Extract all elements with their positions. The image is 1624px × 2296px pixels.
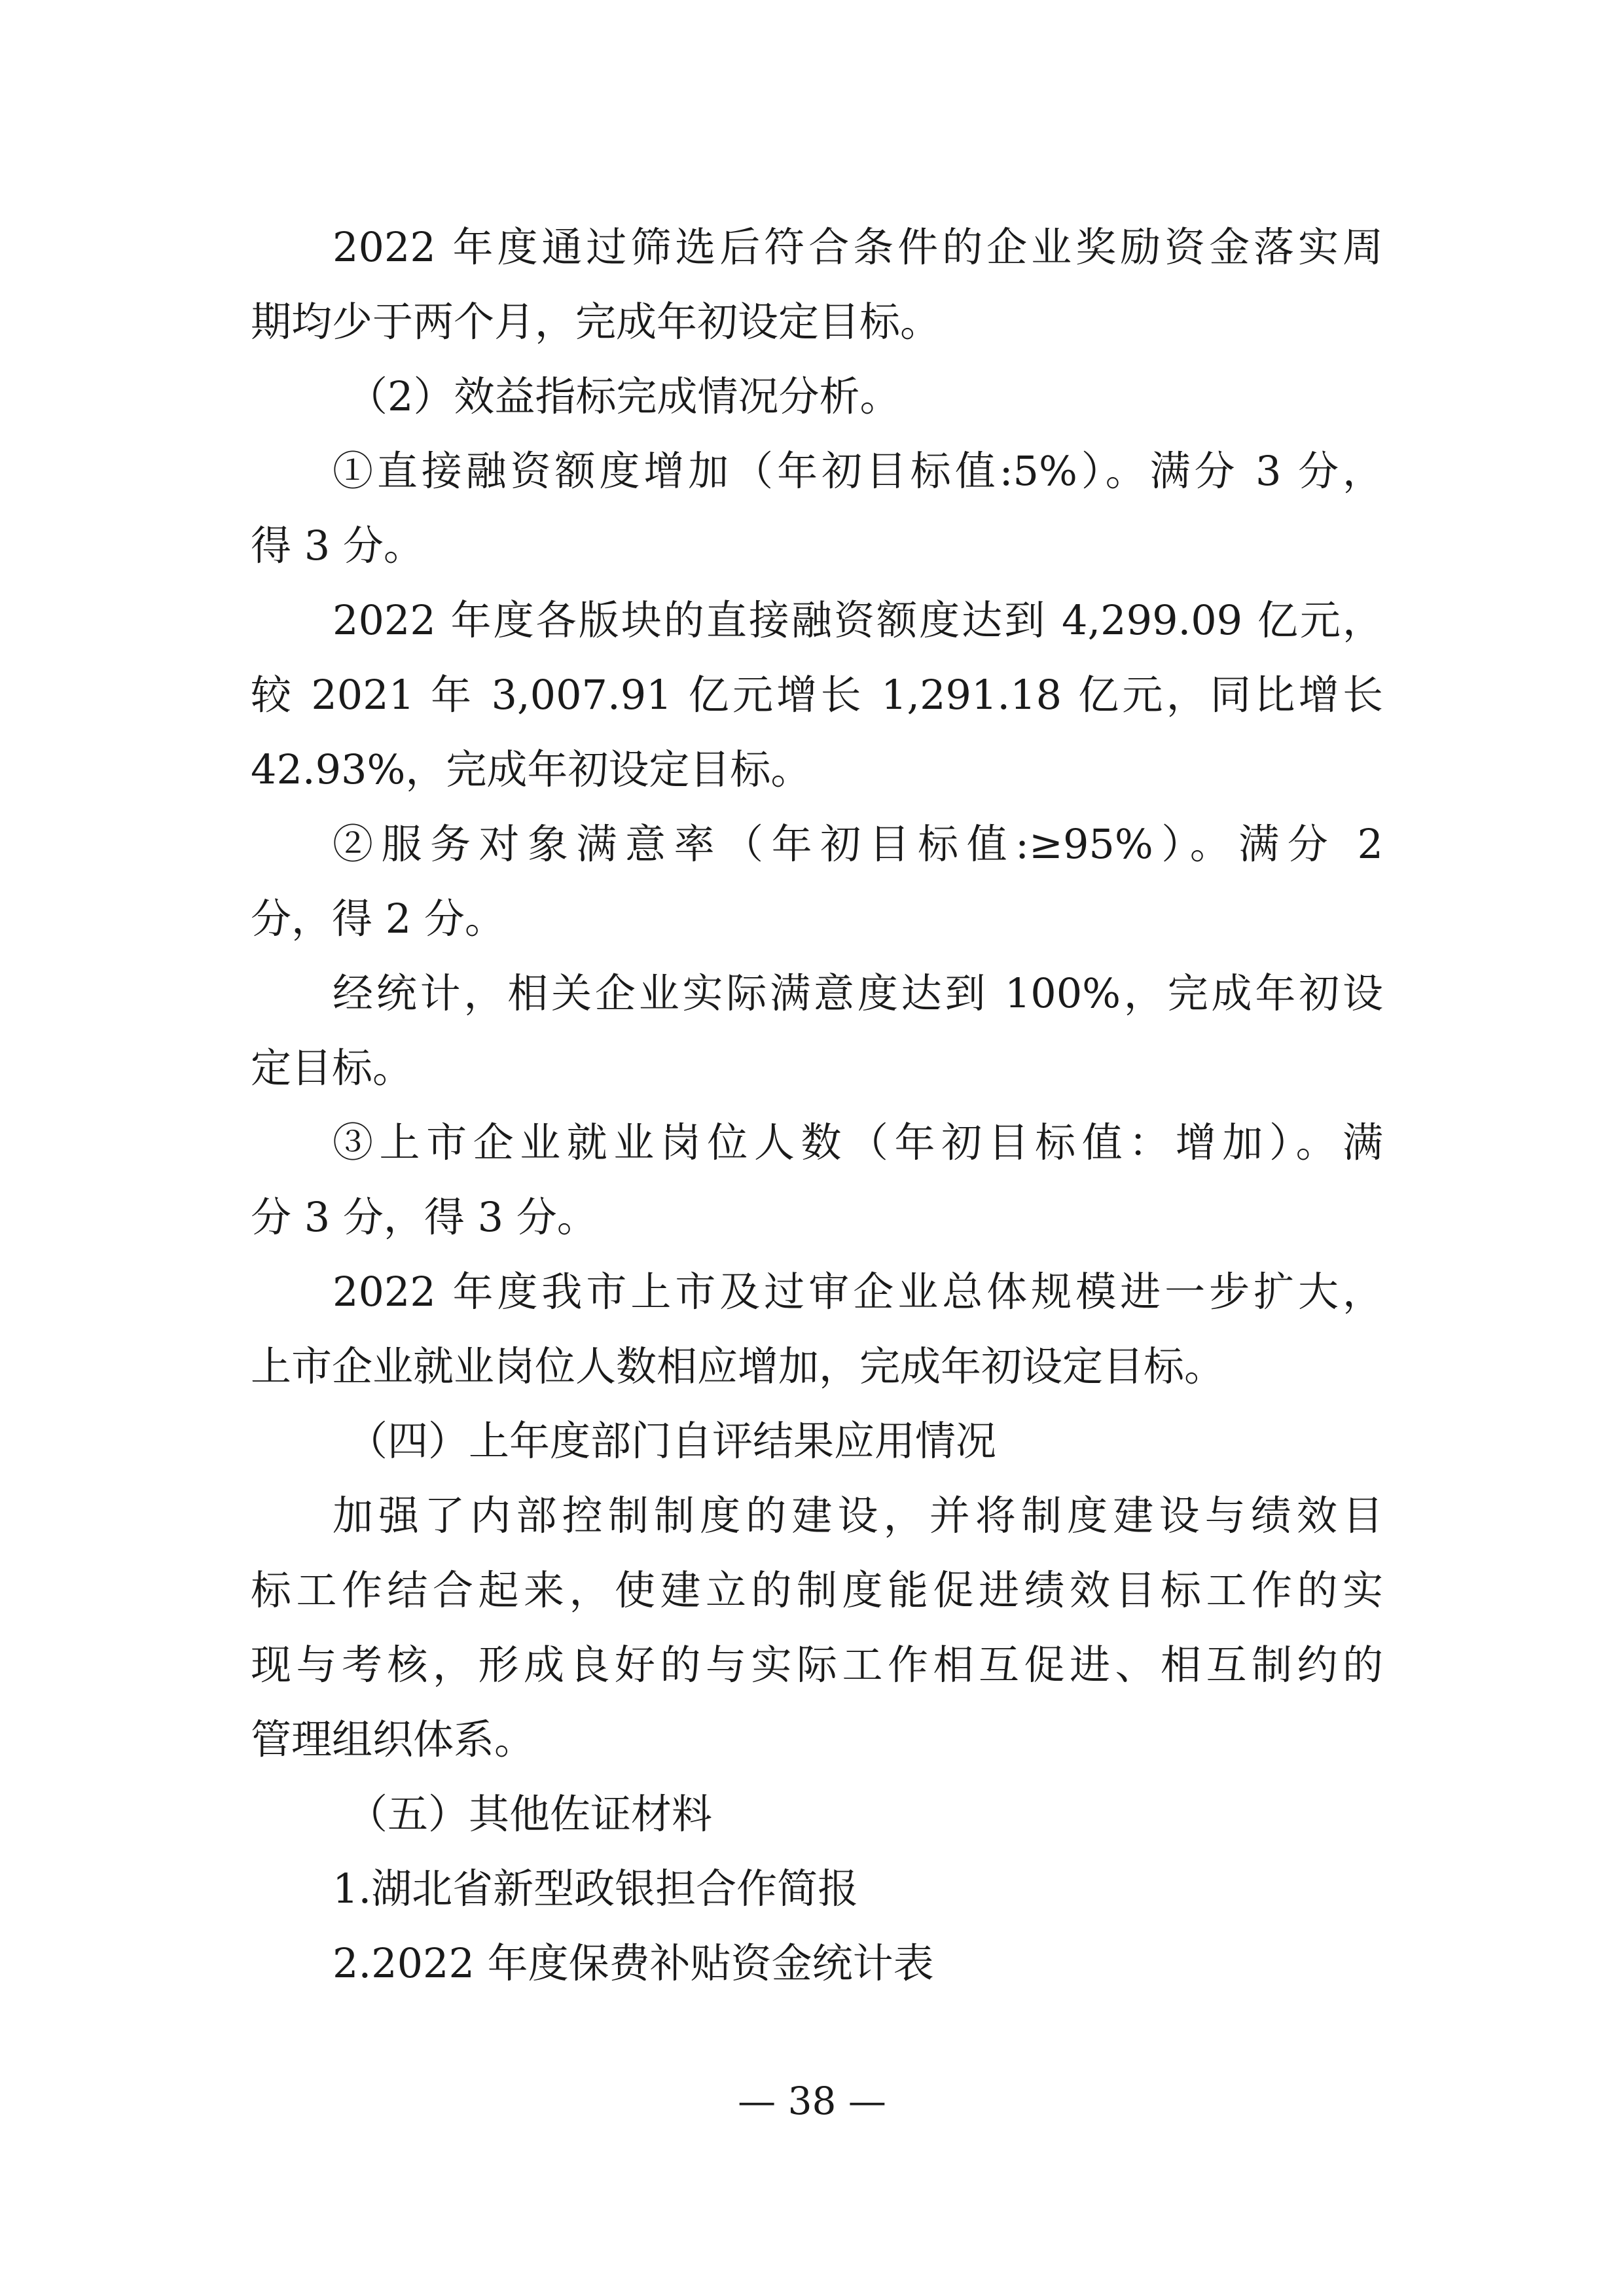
paragraph-line: 2022 年度各版块的直接融资额度达到 4,299.09 亿元， (333, 596, 1383, 644)
paragraph-line: 管理组织体系。 (251, 1715, 535, 1763)
paragraph-line: 期均少于两个月，完成年初设定目标。 (251, 298, 941, 346)
paragraph-line: 2022 年度通过筛选后符合条件的企业奖励资金落实周 (333, 223, 1383, 271)
paragraph-line: 上市企业就业岗位人数相应增加，完成年初设定目标。 (251, 1342, 1225, 1390)
page-number: — 38 — (738, 2079, 886, 2123)
paragraph-line: 分，得 2 分。 (251, 895, 505, 942)
paragraph-line: 42.93%，完成年初设定目标。 (251, 745, 812, 793)
paragraph-line: 分 3 分，得 3 分。 (251, 1193, 598, 1241)
section-subheading: （2）效益指标完成情况分析。 (347, 372, 901, 420)
paragraph-line: 加强了内部控制制度的建设，并将制度建设与绩效目 (333, 1492, 1383, 1539)
paragraph-line: 定目标。 (251, 1044, 414, 1092)
paragraph-line: 经统计，相关企业实际满意度达到 100%，完成年初设 (333, 969, 1383, 1017)
paragraph-line: ①直接融资额度增加（年初目标值:5%）。满分 3 分， (333, 447, 1383, 495)
paragraph-line: 2022 年度我市上市及过审企业总体规模进一步扩大， (333, 1268, 1383, 1316)
paragraph-line: 得 3 分。 (251, 522, 424, 569)
paragraph-line: 较 2021 年 3,007.91 亿元增长 1,291.18 亿元，同比增长 (251, 671, 1383, 719)
list-item: 2.2022 年度保费补贴资金统计表 (333, 1939, 934, 1987)
paragraph-line: ③上市企业就业岗位人数（年初目标值：增加）。满 (333, 1119, 1383, 1166)
section-heading: （四）上年度部门自评结果应用情况 (347, 1417, 997, 1465)
list-item: 1.湖北省新型政银担合作简报 (333, 1865, 859, 1912)
paragraph-line: 标工作结合起来，使建立的制度能促进绩效目标工作的实 (251, 1566, 1383, 1614)
paragraph-line: 现与考核，形成良好的与实际工作相互促进、相互制约的 (251, 1641, 1383, 1689)
section-heading: （五）其他佐证材料 (347, 1790, 713, 1838)
paragraph-line: ②服务对象满意率（年初目标值:≥95%）。满分 2 (333, 820, 1383, 868)
